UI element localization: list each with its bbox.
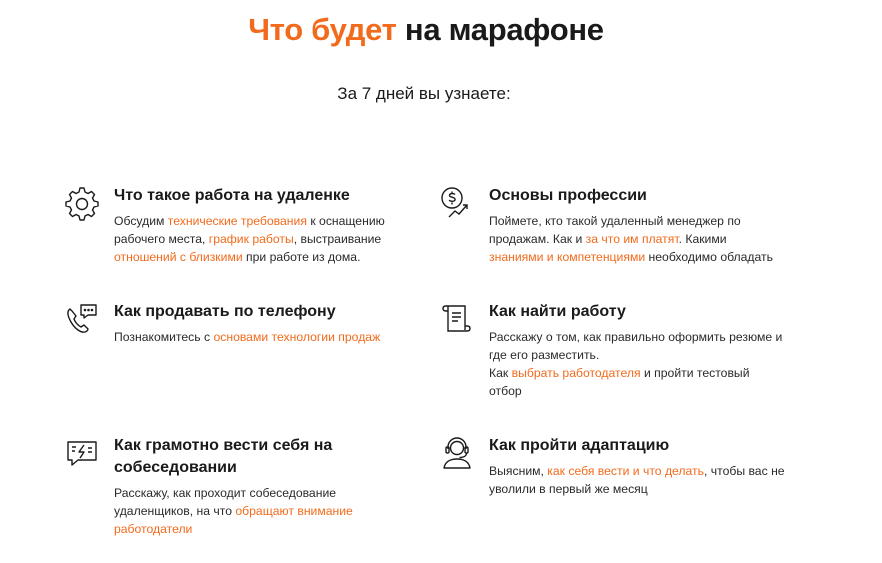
feature-description: Обсудим технические требования к оснащению рабочего места, график работы, выстраивание отношений с близкими при работе из дома. (114, 214, 385, 264)
feature-title: Как пройти адаптацию (489, 437, 670, 454)
feature-title: Как грамотно вести себя на собеседовании (114, 437, 333, 476)
resume-scroll-icon (439, 301, 475, 337)
feature-title: Что такое работа на удаленке (114, 187, 350, 204)
feature-description: Расскажу о том, как правильно оформить резюме и где его разместить. Как выбрать работодателя и пройти тестовый отбор (489, 330, 783, 398)
feature-description: Выясним, как себя вести и что делать, чтобы вас не уволили в первый же месяц (489, 464, 785, 496)
feature-description: Расскажу, как проходит собеседование удаленщиков, на что обращают внимание работодатели (114, 486, 353, 536)
headset-user-icon (439, 435, 475, 471)
page-title-accent: Что будет (248, 12, 397, 47)
phone-chat-icon (64, 301, 100, 337)
page-title (0, 12, 852, 48)
feature-title: Как продавать по телефону (114, 303, 336, 320)
feature-description: Познакомитесь с основами технологии продаж (114, 330, 381, 344)
feature-title: Основы профессии (489, 187, 647, 204)
gear-icon (64, 185, 100, 221)
feature-title: Как найти работу (489, 303, 626, 320)
page-title-rest: на марафоне (404, 12, 604, 47)
interview-chat-icon (64, 435, 100, 471)
dollar-growth-icon (439, 185, 475, 221)
feature-description: Поймете, кто такой удаленный менеджер по продажам. Как и за что им платят. Какими знаниями и компетенциями необходимо обладать (489, 214, 773, 264)
page-subtitle: За 7 дней вы узнаете: (337, 84, 511, 103)
